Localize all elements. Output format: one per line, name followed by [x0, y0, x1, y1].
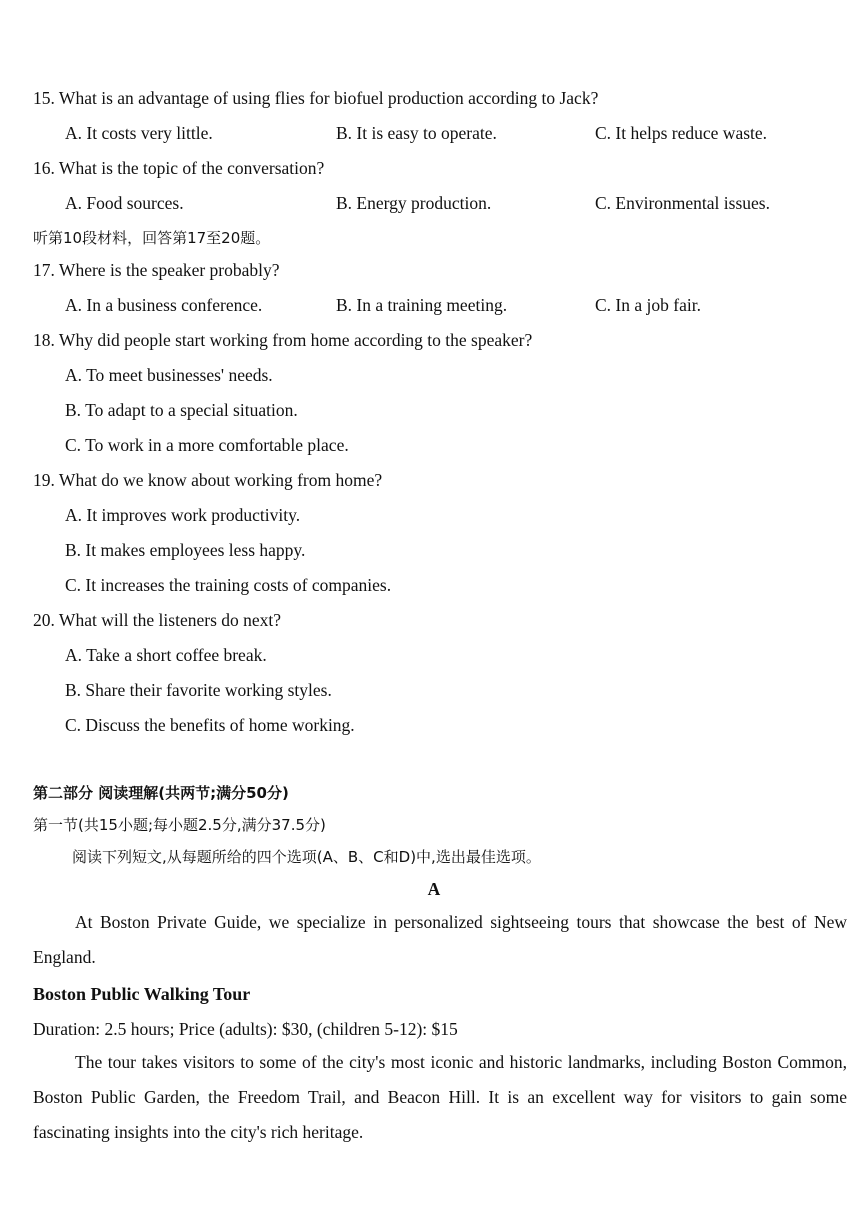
option-a: A. It costs very little. [65, 123, 213, 143]
question-15-stem: 15. What is an advantage of using flies for biofuel production according to Jack? [33, 88, 599, 108]
question-17-stem: 17. Where is the speaker probably? [33, 260, 280, 280]
option-c: C. It helps reduce waste. [595, 123, 768, 143]
question-19-option-c: C. It increases the training costs of companies. [65, 575, 392, 595]
question-20-option-a: A. Take a short coffee break. [65, 645, 267, 665]
question-20-stem: 20. What will the listeners do next? [33, 610, 282, 630]
intro-paragraph: At Boston Private Guide, we specialize in personalized sightseeing tours that showcase the best of New England. [33, 912, 847, 967]
option-c: C. In a job fair. [595, 295, 701, 315]
option-b: B. In a training meeting. [336, 295, 508, 315]
passage-letter: A [427, 879, 441, 899]
question-16-options [65, 191, 845, 215]
question-20-option-b: B. Share their favorite working styles. [65, 680, 332, 700]
question-18-option-c: C. To work in a more comfortable place. [65, 435, 349, 455]
question-16-stem: 16. What is the topic of the conversation? [33, 158, 325, 178]
reading-instruction: 阅读下列短文,从每题所给的四个选项(A、B、C和D)中,选出最佳选项。 [72, 848, 541, 866]
listening-instruction: 听第10段材料，回答第17至20题。 [33, 229, 271, 247]
question-19-option-b: B. It makes employees less happy. [65, 540, 306, 560]
question-18-option-b: B. To adapt to a special situation. [65, 400, 298, 420]
option-c: C. Environmental issues. [595, 193, 770, 213]
option-b: B. Energy production. [336, 193, 492, 213]
question-18-stem: 18. Why did people start working from home according to the speaker? [33, 330, 533, 350]
section1-title: 第一节(共15小题;每小题2.5分,满分37.5分) [33, 816, 326, 834]
question-18-option-a: A. To meet businesses' needs. [65, 365, 273, 385]
option-a: A. Food sources. [65, 193, 184, 213]
question-17-options [65, 293, 845, 317]
part2-title: 第二部分 阅读理解(共两节;满分50分) [33, 784, 289, 802]
question-15-options [65, 121, 845, 145]
passage-intro [33, 905, 847, 975]
tour-title: Boston Public Walking Tour [33, 984, 251, 1004]
option-b: B. It is easy to operate. [336, 123, 497, 143]
tour-paragraph: The tour takes visitors to some of the city's most iconic and historic landmarks, including Boston Common, Boston Public Garden, the Freedom Trail, and Beacon Hill. It is an excellent way for visitors to gain some fascinating insights into the city's rich heritage. [33, 1052, 847, 1142]
option-a: A. In a business conference. [65, 295, 263, 315]
question-19-option-a: A. It improves work productivity. [65, 505, 301, 525]
tour-details: Duration: 2.5 hours; Price (adults): $30, (children 5-12): $15 [33, 1019, 458, 1039]
question-20-option-c: C. Discuss the benefits of home working. [65, 715, 355, 735]
question-19-stem: 19. What do we know about working from home? [33, 470, 383, 490]
tour-description [33, 1045, 847, 1150]
